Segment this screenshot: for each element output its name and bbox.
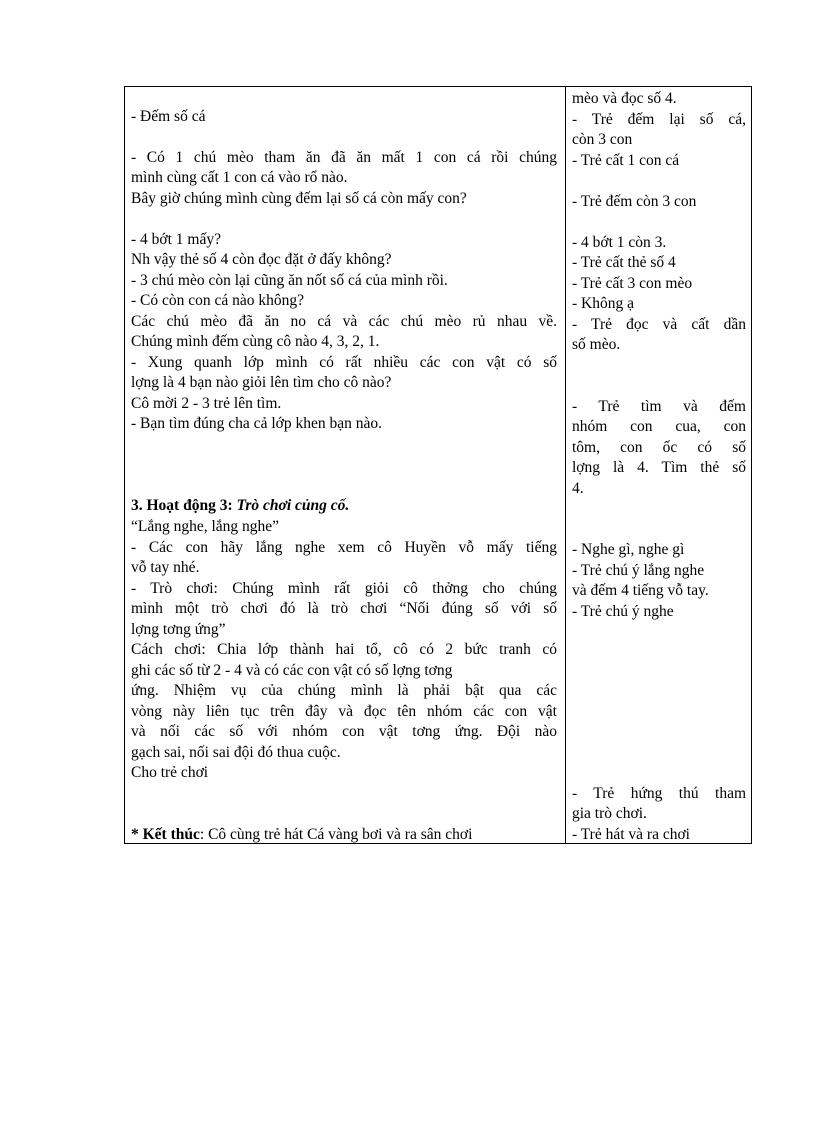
left-line: - Trò chơi: Chúng mình rất giỏi cô thởng cho chúng: [131, 580, 557, 597]
right-line: - Trẻ cất thẻ số 4: [572, 254, 676, 271]
right-line: - Trẻ cất 3 con mèo: [572, 275, 693, 292]
right-line: - 4 bớt 1 còn 3.: [572, 234, 667, 251]
right-line: - Trẻ đếm lại số cá,: [572, 111, 746, 128]
left-line: gạch sai, nối sai đội đó thua cuộc.: [131, 744, 341, 761]
left-line: Bây giờ chúng mình cùng đếm lại số cá còn mấy con?: [131, 190, 467, 207]
right-line: mèo và đọc số 4.: [572, 90, 677, 107]
right-line: - Trẻ cất 1 con cá: [572, 152, 680, 169]
activity-3-number: 3. Hoạt động 3:: [131, 497, 233, 514]
left-line: “Lắng nghe, lắng nghe”: [131, 518, 280, 535]
lesson-table: [124, 86, 752, 844]
right-line: còn 3 con: [572, 131, 633, 148]
right-line: - Trẻ đếm còn 3 con: [572, 193, 697, 210]
left-line: vòng này liên tục trên đây và đọc tên nhóm các con vật: [131, 703, 557, 720]
right-line: - Trẻ hứng thú tham: [572, 785, 746, 802]
left-line: Cho trẻ chơi: [131, 764, 209, 781]
right-line: 4.: [572, 480, 584, 497]
left-line: mình cùng cất 1 con cá vào rổ nào.: [131, 169, 348, 186]
left-line: Nh vậy thẻ số 4 còn đọc đặt ở đấy không?: [131, 251, 392, 268]
left-line: - Đếm số cá: [131, 108, 206, 125]
left-line: - 4 bớt 1 mấy?: [131, 231, 221, 248]
left-line: vỗ tay nhé.: [131, 559, 200, 576]
right-line: nhóm con cua, con: [572, 418, 746, 435]
ending-text: : Cô cùng trẻ hát Cá vàng bơi và ra sân chơi: [199, 826, 473, 843]
left-line: - Có 1 chú mèo tham ăn đã ăn mất 1 con cá rồi chúng: [131, 149, 557, 166]
left-line: - Bạn tìm đúng cha cả lớp khen bạn nào.: [131, 415, 382, 432]
left-line: lợng tơng ứng”: [131, 621, 226, 638]
right-line: số mèo.: [572, 336, 621, 353]
left-line: ghi các số từ 2 - 4 và có các con vật có số lợng tơng: [131, 662, 453, 679]
right-line: - Nghe gì, nghe gì: [572, 541, 685, 558]
left-line: Cô mời 2 - 3 trẻ lên tìm.: [131, 395, 282, 412]
left-line: Chúng mình đếm cùng cô nào 4, 3, 2, 1.: [131, 333, 380, 350]
left-line: - 3 chú mèo còn lại cũng ăn nốt số cá của mình rồi.: [131, 272, 448, 289]
activity-3-heading: [131, 496, 349, 516]
right-line: - Trẻ chú ý lắng nghe: [572, 562, 705, 579]
activity-3-title: Trò chơi củng cố.: [232, 497, 350, 514]
right-line: gia trò chơi.: [572, 805, 647, 822]
right-line: - Trẻ chú ý nghe: [572, 603, 674, 620]
right-line: lợng là 4. Tìm thẻ số: [572, 459, 746, 476]
left-line: - Có còn con cá nào không?: [131, 292, 305, 309]
left-line: mình một trò chơi đó là trò chơi “Nối đúng số với số: [131, 600, 557, 617]
right-line: - Trẻ tìm và đếm: [572, 398, 746, 415]
left-line: lợng là 4 bạn nào giỏi lên tìm cho cô nào?: [131, 374, 392, 391]
right-line: - Trẻ hát và ra chơi: [572, 826, 690, 843]
left-line: Cách chơi: Chia lớp thành hai tổ, cô có 2 bức tranh có: [131, 641, 557, 658]
left-line: - Các con hãy lắng nghe xem cô Huyền vỗ mấy tiếng: [131, 539, 557, 556]
right-line: - Trẻ đọc và cất dần: [572, 316, 746, 333]
ending-label: * Kết thúc: [131, 826, 200, 843]
left-line: - Xung quanh lớp mình có rất nhiều các con vật có số: [131, 354, 557, 371]
column-divider: [565, 87, 566, 843]
right-line: và đếm 4 tiếng vỗ tay.: [572, 582, 709, 599]
left-line: và nối các số với nhóm con vật tơng ứng. Đội nào: [131, 723, 557, 740]
right-line: tôm, con ốc có số: [572, 439, 746, 456]
left-line: ứng. Nhiệm vụ của chúng mình là phải bật qua các: [131, 682, 557, 699]
right-line: - Không ạ: [572, 295, 634, 312]
left-line: Các chú mèo đã ăn no cá và các chú mèo rủ nhau về.: [131, 313, 557, 330]
ending-line: [131, 825, 472, 845]
